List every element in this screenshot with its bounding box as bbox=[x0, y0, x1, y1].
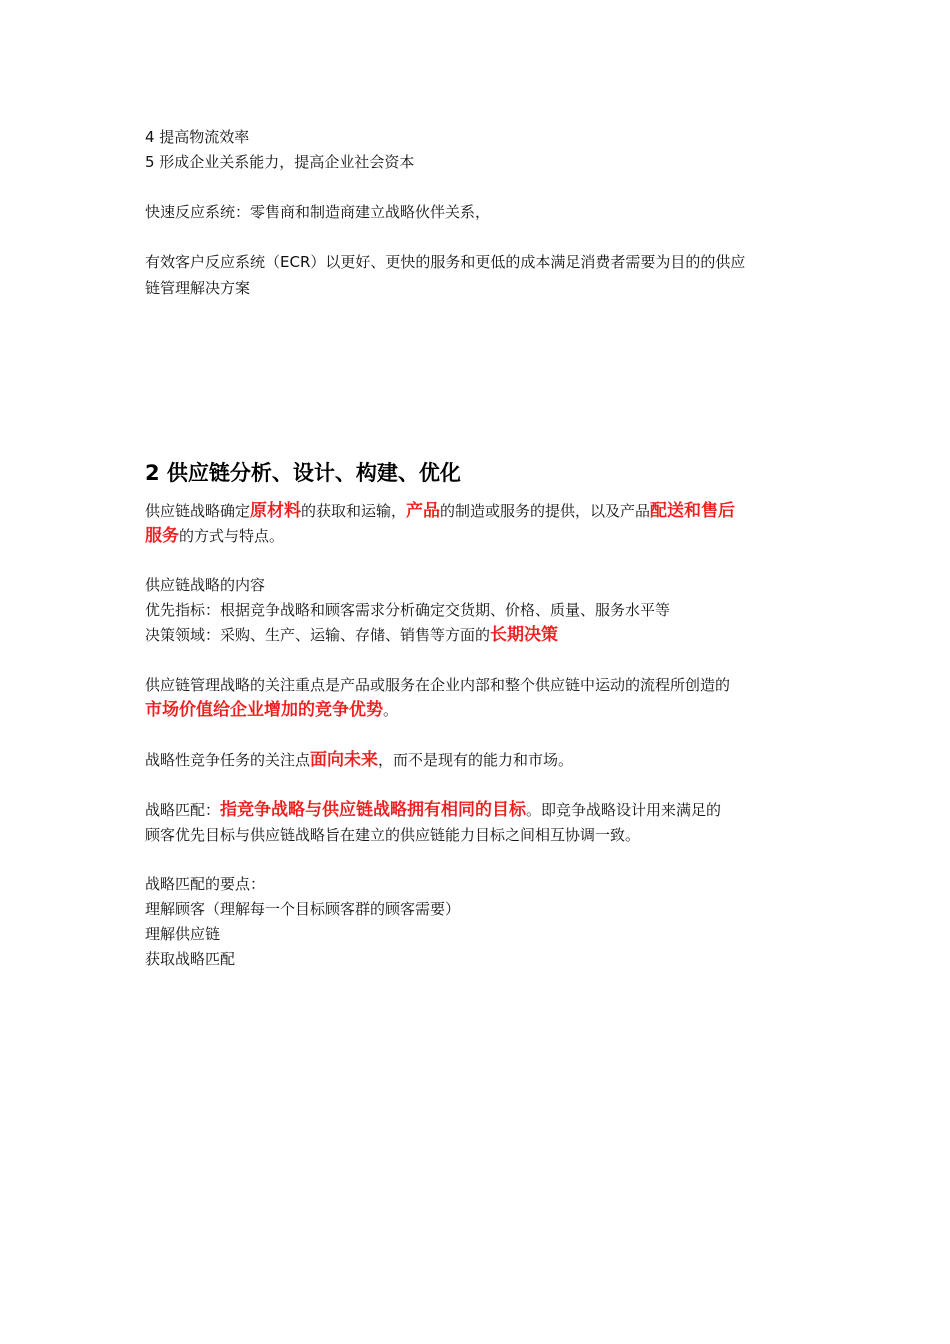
decision-areas bbox=[145, 624, 558, 646]
competitive-text-2: ，而不是现有的能力和市场。 bbox=[378, 751, 574, 769]
strategy-text-3: 的制造或服务的提供，以及产品 bbox=[440, 502, 651, 520]
decision-text: 决策领域：采购、生产、运输、存储、销售等方面的 bbox=[145, 626, 491, 644]
highlight-delivery: 配送和售后 bbox=[650, 501, 736, 521]
competitive-task-paragraph bbox=[145, 749, 573, 771]
fit-text-2: 。即竞争战略设计用来满足的 bbox=[526, 801, 722, 819]
focus-end: 。 bbox=[383, 701, 399, 719]
fit-paragraph-line-2: 顾客优先目标与供应链战略旨在建立的供应链能力目标之间相互协调一致。 bbox=[145, 826, 641, 844]
ecr-paragraph-line-2: 链管理解决方案 bbox=[145, 279, 251, 297]
list-item-4: 4 提高物流效率 bbox=[145, 128, 250, 146]
highlight-competitive-advantage: 市场价值给企业增加的竞争优势 bbox=[145, 700, 383, 720]
fit-point-item: 获取战略匹配 bbox=[145, 950, 236, 968]
strategy-text-2: 的获取和运输， bbox=[301, 502, 407, 520]
highlight-future: 面向未来 bbox=[310, 750, 379, 770]
highlight-same-goal: 指竞争战略与供应链战略拥有相同的目标 bbox=[220, 800, 527, 820]
strategy-text-4: 的方式与特点。 bbox=[179, 527, 285, 545]
section-heading: 2 供应链分析、设计、构建、优化 bbox=[145, 461, 461, 485]
strategy-paragraph-line-2 bbox=[145, 525, 284, 547]
highlight-product: 产品 bbox=[406, 501, 441, 521]
strategy-paragraph-line-1 bbox=[145, 500, 735, 522]
highlight-service: 服务 bbox=[145, 526, 179, 546]
list-item-5: 5 形成企业关系能力，提高企业社会资本 bbox=[145, 153, 415, 171]
strategy-content-title: 供应链战略的内容 bbox=[145, 576, 266, 594]
competitive-text-1: 战略性竞争任务的关注点 bbox=[145, 751, 311, 769]
fit-paragraph-line-1 bbox=[145, 799, 721, 821]
fit-point-item: 理解供应链 bbox=[145, 925, 221, 943]
quick-response-paragraph: 快速反应系统：零售商和制造商建立战略伙伴关系， bbox=[145, 203, 491, 221]
fit-points-title: 战略匹配的要点： bbox=[145, 875, 266, 893]
highlight-long-term-decision: 长期决策 bbox=[490, 625, 559, 645]
priority-indicators: 优先指标：根据竞争战略和顾客需求分析确定交货期、价格、质量、服务水平等 bbox=[145, 601, 671, 619]
fit-text-1: 战略匹配： bbox=[145, 801, 221, 819]
focus-paragraph-line-2 bbox=[145, 699, 398, 721]
highlight-raw-materials: 原材料 bbox=[250, 501, 302, 521]
ecr-paragraph-line-1: 有效客户反应系统（ECR）以更好、更快的服务和更低的成本满足消费者需要为目的的供应 bbox=[145, 253, 746, 271]
focus-paragraph-line-1: 供应链管理战略的关注重点是产品或服务在企业内部和整个供应链中运动的流程所创造的 bbox=[145, 676, 731, 694]
fit-point-item: 理解顾客（理解每一个目标顾客群的顾客需要） bbox=[145, 900, 461, 918]
strategy-text-1: 供应链战略确定 bbox=[145, 502, 251, 520]
